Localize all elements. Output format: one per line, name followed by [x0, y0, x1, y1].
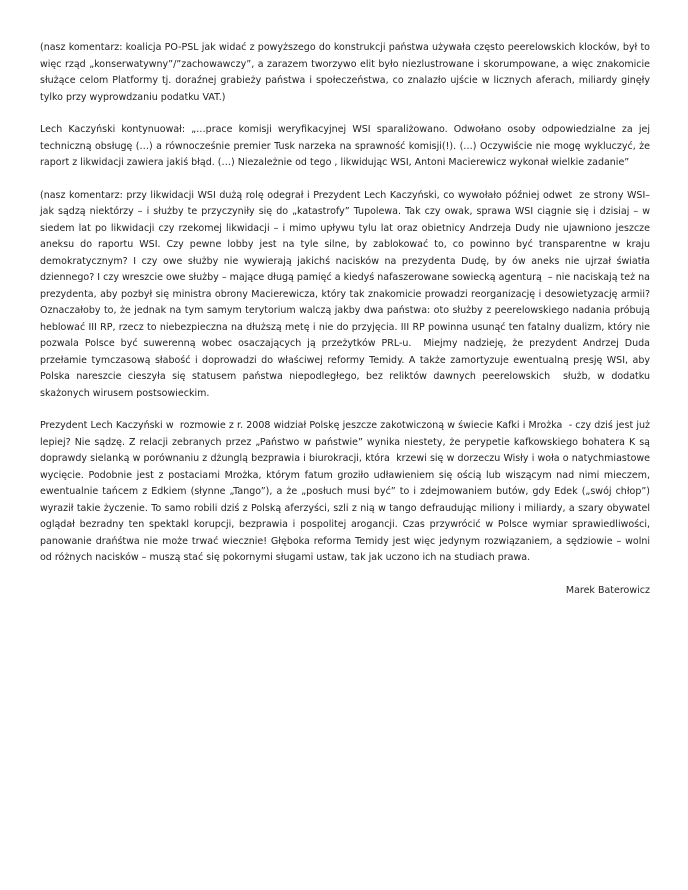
paragraph-kaczynski-quote: Lech Kaczyński kontynuował: „…prace komisji weryfikacyjnej WSI sparaliżowano. Odwołano osoby odpowiedzialne za jej techniczną obsługę (…) a równocześnie premier Tusk narzeka na sprawność komisji(!). (…) Oczywiście nie mogę wykluczyć, że raport z likwidacji zawiera jakiś błąd. (…) Niezależnie od tego , likwidując WSI, Antoni Macierewicz wykonał wielkie zadanie”: [40, 124, 654, 168]
paragraph-kafka-mrozek: Prezydent Lech Kaczyński w rozmowie z r. 2008 widział Polskę jeszcze zakotwiczoną w świecie Kafki i Mrożka - czy dziś jest już lepiej? Nie sądzę. Z relacji zebranych przez „Państwo w państwie” wynika niestety, że perypetie kafkowskiego bohatera K są doprawdy sielanką w porównaniu z dżunglą bezprawia i biurokracji, która krzewi się w dorzeczu Wisły i woła o natychmiastowe wycięcie. Podobnie jest z postaciami Mrożka, którym fatum groziło udławieniem się ością lub wiszącym nad nimi mieczem, ewentualnie tańcem z Edkiem (słynne „Tango”), a że „posłuch musi być” to i zdejmowaniem butów, gdy Edek („swój chłop”) wyraził takie życzenie. To samo robili dziś z Polską aferzyści, szli z nią w tango defraudując miliony i miliardy, a szary obywatel oglądał bezradny ten spektakl korupcji, bezprawia i pospolitej arogancji. Czas przywrócić w Polsce wymiar sprawiedliwości, panowanie drańśtwa nie może trwać wiecznie! Głęboka reforma Temidy jest więc jedynym rozwiązaniem, a sędziowie – wolni od różnych nacisków – muszą stać się pokornymi sługami ustaw, tak jak uczono ich na studiach prawa.: [40, 420, 654, 563]
paragraph-commentary-wsi: (nasz komentarz: przy likwidacji WSI dużą rolę odegrał i Prezydent Lech Kaczyński, co wywołało później odwet ze strony WSI– jak sądzą niektórzy – i służby te przyczyniły się do „katastrofy” Tupolewa. Tak czy owak, sprawa WSI ciągnie się i dzisiaj – w siedem lat po likwidacji czy rzekomej likwidacji – i mimo upływu tylu lat oraz obietnicy Andrzeja Dudy nie ujawniono jeszcze aneksu do raportu WSI. Czy pewne lobby jest na tyle silne, by zablokować to, co powinno być transparentne w kraju demokratycznym? I czy owe służby nie wywierają jakichś nacisków na prezydenta Dudę, by ów aneks nie ujrzał światła dziennego? I czy wreszcie owe służby – mające długą pamięć a kiedyś nafaszerowane sowiecką agenturą – nie naciskają też na prezydenta, aby pozbył się ministra obrony Macierewicza, który tak znakomicie prowadzi reorganizację i desowietyzację armii? Oznaczałoby to, że jednak na tym samym terytorium walczą jakby dwa państwa: oto służby z peerelowskiego nadania próbują heblować III RP, rzecz to niebezpieczna na dłuższą metę i nie do przyjęcia. III RP powinna usunąć ten fatalny dualizm, który nie pozwala Polsce być suwerenną wobec osaczających ją przeżytków PRL-u. Miejmy nadzieję, że prezydent Andrzej Duda przełamie tymczasową słabość i doprowadzi do właściwej reformy Temidy. A także zamortyzuje ewentualną presję WSI, aby Polska nareszcie cieszyła się statusem państwa niepodległego, bez reliktów dawnych peerelowskich służb, w dodatku skażonych wirusem postsowieckim.: [40, 189, 657, 399]
author-signature: Marek Baterowicz: [565, 584, 650, 596]
document-body: [40, 40, 657, 615]
paragraph-commentary-po-psl: (nasz komentarz: koalicja PO-PSL jak widać z powyższego do konstrukcji państwa używała często peerelowskich klocków, był to więc rząd „konserwatywny”/”zachowawczy”, a zarazem tworzywo elit było niezlustrowane i skorumpowane, a więc znakomicie służące celom Platformy tj. doraźnej grabieży państwa i społeczeństwa, co znalazło ujście w licznych aferach, miliardy ginęły tylko przy wyprowdzaniu podatku VAT.): [40, 42, 654, 103]
